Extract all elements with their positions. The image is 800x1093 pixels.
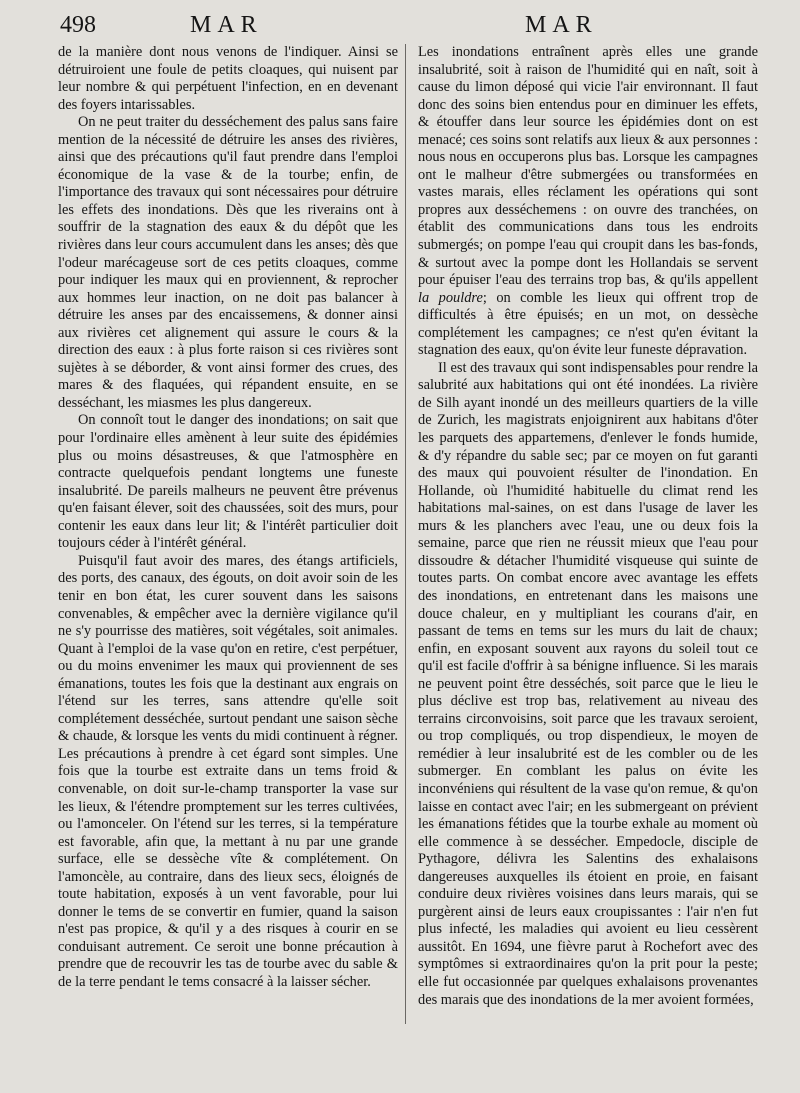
right-column bbox=[418, 44, 758, 1024]
paragraph: On connoît tout le danger des inondations; on sait que pour l'ordinaire elles amènent à leur suite des épidémies plus ou moins désastreuses, & que l'atmosphère en contracte quelquefois pendant longtems une funeste insalubrité. De pareils malheurs ne peuvent être prévenus qu'en faisant élever, soit des chaussées, soit des murs, pour contenir les eaux dans leur lit; & l'intérêt particulier doit toujours céder à l'intérêt général. bbox=[58, 412, 398, 552]
paragraph: Il est des travaux qui sont indispensables pour rendre la salubrité aux habitations qui ont été inondées. La rivière de Silh ayant inondé un des meilleurs quartiers de la ville de Zurich, les magistrats enjoignirent aux habitans d'ôter les parquets des appartemens, d'enlever le fonds humide, & d'y répandre du sable sec; par ce moyen on fut garanti des maux qui pouvoient résulter de l'inondation. En Hollande, où l'humidité habituelle du climat rend les habitations mal-saines, on est dans l'usage de laver les murs & les planchers avec l'eau, une ou deux fois la semaine, parce que rien ne réussit mieux que l'eau pour dissoudre & détacher l'humidité visqueuse qui suinte de toutes parts. On combat encore avec avantage les effets des inondations, en entretenant dans les maisons une douce chaleur, en y multipliant les courans d'air, en passant de tems en tems sur les murs du lait de chaux; enfin, en exposant souvent aux rayons du soleil tout ce qu'il est facile d'offrir à sa bénigne influence. Si les marais ne peuvent point être desséchés, soit parce que le lieu le plus déclive est trop bas, relativement au niveau des terrains circonvoisins, soit parce que les travaux seroient, ou trop compliqués, ou trop dispendieux, le moyen de remédier à leur insalubrité est de les combler ou de les submerger. En comblant les palus on évite les inconvéniens qui résultent de la vase qu'on remue, & qu'on laisse en contact avec l'air; en les submergeant on prévient les émanations fétides que la tourbe exhale au moment où elle commence à se dessécher. Empedocle, disciple de Pythagore, délivra les Salentins des exhalaisons dangereuses auxquelles ils étoient en proie, en faisant conduire deux rivières voisines dans leurs marais, qui se purgèrent ainsi de leurs eaux croupissantes : l'air n'en fut plus infecté, les maladies qui avoient eu lieu cessèrent aussitôt. En 1694, une fièvre parut à Rochefort avec des symptômes si extraordinaires qu'on la prit pour la peste; elle fut occasionnée par quelques exhalaisons provenantes des marais que des inondations de la mer avoient formées, bbox=[418, 359, 758, 1008]
page-number: 498 bbox=[60, 12, 96, 38]
page-header bbox=[0, 8, 800, 42]
paragraph: Puisqu'il faut avoir des mares, des étangs artificiels, des ports, des canaux, des égouts, on doit avoir soin de les tenir en bon état, les curer souvent dans les saisons convenables, & empêcher avec la dernière vigilance qu'il ne s'y pourrisse des matières, soit végétales, soit animales. Quant à l'emploi de la vase qu'on en retire, c'est perpétuer, ou du moins envenimer les maux qui proviennent de ses émanations, toutes les fois que la destinant aux engrais on l'étend sur les terres, sans attendre qu'elle soit complétement desséchée, surtout pendant une saison sèche & chaude, & lorsque les vents du midi continuent à régner. Les précautions à prendre à cet égard sont simples. Une fois que la tourbe est extraite dans un tems froid & convenable, on doit sur-le-champ transporter la vase sur les lieux, & l'étendre promptement sur les terres cultivées, ou l'amonceler. On l'étend sur les terres, si la température est favorable, afin que, la mettant à nu par une grande surface, elle se dessèche vîte & complétement. On l'amoncèle, au contraire, dans des lieux secs, éloignés de toute habitation, exposés à un vent favorable, pour lui donner le tems de se convertir en fumier, quand la saison n'est pas propice, & qu'il y a des risques à courir en se conduisant autrement. Ce seroit une bonne précaution à prendre que de recouvrir les tas de tourbe avec du sable & de la terre pendant le tems consacré à la laisser sécher. bbox=[58, 552, 398, 990]
left-column bbox=[58, 44, 398, 1024]
paragraph bbox=[418, 44, 758, 360]
paragraph-text: ; on comble les lieux qui offrent trop de difficultés à être épuisés; en un mot, on dessèche complétement les campagnes; ce n'est qu'en évitant la stagnation des eaux, qu'on évite leur funeste dépravation. bbox=[418, 289, 758, 359]
column-divider bbox=[405, 44, 406, 1024]
paragraph: de la manière dont nous venons de l'indiquer. Ainsi se détruiroient une foule de petits cloaques, qui nuisent par leur nombre & qui perpétuent l'infection, en en devenant des foyers intarissables. bbox=[58, 44, 398, 113]
italic-term: la pouldre bbox=[418, 289, 483, 306]
paragraph-text: Les inondations entraînent après elles une grande insalubrité, soit à raison de l'humidité qui en naît, soit à cause du limon déposé qui vicie l'air environnant. Il faut donc des soins bien entendus pour en diminuer les effets, & étouffer dans leur source les épidémies dont on est menacé; ces soins sont relatifs aux lieux & aux personnes : nous nous en occuperons plus bas. Lorsque les campagnes ont le malheur d'être submergées ou transformées en vastes marais, elles réclament les opérations qui sont propres aux desséchemens : on ouvre des tranchées, on établit des communications dans tous les endroits submergés; on pompe l'eau qui croupit dans les bas-fonds, & surtout avec la pompe dont les Hollandais se servent pour épuiser l'eau des terrains trop bas, & qu'ils appellent bbox=[418, 44, 758, 289]
running-head-right: MAR bbox=[525, 12, 598, 38]
running-head-left: MAR bbox=[190, 12, 263, 38]
paragraph: On ne peut traiter du desséchement des palus sans faire mention de la nécessité de détruire les anses des rivières, ainsi que des précautions qu'il faut prendre dans l'emploi économique de la vase & de la tourbe; enfin, de l'importance des travaux qui sont nécessaires pour détruire les effets des inondations. Dès que les riverains ont à souffrir de la stagnation des eaux & du dépôt que les rivières dans leur cours accumulent dans les anses; dès que l'odeur marécageuse sort de ces petits cloaques, comme pour indiquer les maux qui en proviennent, & reprocher aux hommes leur inaction, on ne doit pas balancer à détruire les anses par des encaissemens, & donner ainsi aux rivières cet alignement qui assure le cours & la direction des eaux : à plus forte raison si ces rivières sont sujètes à se déborder, & vont ainsi former des crues, des mares & des flaquées, qui répandent ensuite, en se desséchant, les miasmes les plus dangereux. bbox=[58, 114, 398, 411]
